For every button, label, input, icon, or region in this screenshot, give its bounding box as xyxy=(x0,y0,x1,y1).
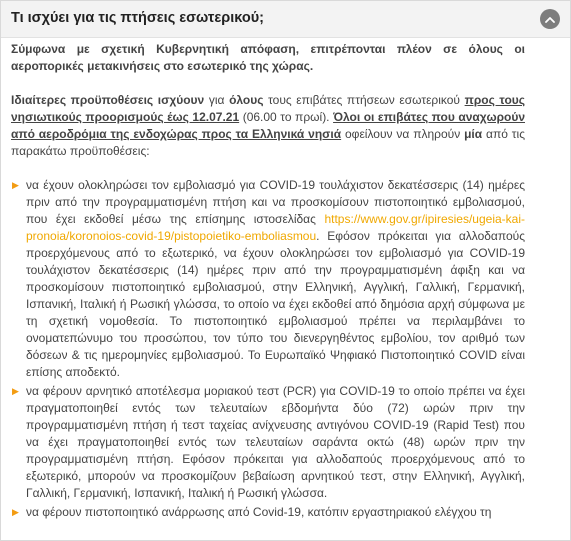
conditions-part7: Όλοι οι επιβάτες που αναχωρούν από αεροδρόμια της ενδοχώρας προς τα Ελληνικά νησιά xyxy=(11,110,525,141)
conditions-part9: μία xyxy=(464,127,483,141)
bullet-arrow-icon: ▶ xyxy=(12,386,19,396)
conditions-paragraph xyxy=(11,92,525,160)
bullet-text: . Εφόσον πρόκειται για αλλοδαπούς προερχόμενους από το εξωτερικό, να έχουν ολοκληρώσει τον εμβολιασμό για COVID-19 τουλάχιστον δεκατέσσερις (14) ημέρες πριν από την προγραμματισμένη άφιξη και να προσκομίσουν πιστοποιητικό εμβολιασμού, στην Ελληνική, Αγγλική, Γαλλική, Γερμανική, Ισπανική, Ιταλική ή Ρωσική γλώσσα, το οποίο να έχει εκδοθεί από δημόσια αρχή σύμφωνα με τη σχετική νομοθεσία. Το πιστοποιητικό εμβολιασμού πρέπει να περιλαμβάνει το ονοματεπώνυμο του προσώπου, τον τύπο του διενεργηθέντος εμβολίου, τον αριθμό των δόσεων & τις ημερομηνίες εμβολιασμού. Το Ευρωπαϊκό Ψηφιακό Πιστοποιητικό COVID είναι επίσης αποδεκτό. xyxy=(26,229,525,379)
bottom-fade xyxy=(1,530,570,540)
faq-header[interactable] xyxy=(1,1,570,38)
faq-content xyxy=(11,41,525,523)
requirements-list xyxy=(11,177,525,521)
bullet-text: να φέρουν πιστοποιητικό ανάρρωσης από Covid-19, κατόπιν εργαστηριακού ελέγχου τη xyxy=(26,505,492,519)
bullet-arrow-icon: ▶ xyxy=(12,507,19,517)
conditions-part1: Ιδιαίτερες προϋποθέσεις ισχύουν xyxy=(11,93,205,107)
conditions-part3: όλους xyxy=(229,93,264,107)
conditions-part10: από τις παρακάτω προϋποθέσεις: xyxy=(11,127,525,158)
chevron-up-icon[interactable] xyxy=(540,9,560,29)
vaccination-certificate-link[interactable]: https://www.gov.gr/ipiresies/ugeia-kai-pronoia/koronoios-covid-19/pistopoietiko-emboliasmou xyxy=(26,212,525,243)
list-item xyxy=(11,177,525,381)
bullet-text: να φέρουν αρνητικό αποτέλεσμα μοριακού τεστ (PCR) για COVID-19 το οποίο πρέπει να έχει πραγματοποιηθεί εντός των τελευταίων εβδομήντα δύο (72) ωρών πριν την προγραμματισμένη πτήση ή τεστ ταχείας ανίχνευσης αντιγόνου COVID-19 (Rapid Test) που να έχει πραγματοποιηθεί εντός των τελευταίων σαράντα οκτώ (48) ωρών πριν την προγραμματισμένη πτήση. Εφόσον πρόκειται για αλλοδαπούς προερχόμενους από το εξωτερικό, μπορούν να προσκομίζουν βεβαίωση αρνητικού τεστ, στην Ελληνική, Αγγλική, Γαλλική, Γερμανική, Ισπανική, Ιταλική ή Ρωσική γλώσσα. xyxy=(26,384,525,500)
conditions-part5: προς τους νησιωτικούς προορισμούς έως 12.07.21 xyxy=(11,93,525,124)
bullet-text: να έχουν ολοκληρώσει τον εμβολιασμό για COVID-19 τουλάχιστον δεκατέσσερις (14) ημέρες πριν από την προγραμματισμένη πτήση και να προσκομίσουν πιστοποιητικό εμβολιασμού, που έχει εκδοθεί μέσω της επίσημης ιστοσελίδας xyxy=(26,178,525,226)
conditions-part2: για xyxy=(204,93,230,107)
faq-title: Τι ισχύει για τις πτήσεις εσωτερικού; xyxy=(11,10,264,26)
conditions-part6: (06.00 το πρωί). xyxy=(239,110,334,124)
list-item xyxy=(11,504,525,521)
intro-paragraph: Σύμφωνα με σχετική Κυβερνητική απόφαση, επιτρέπονται πλέον σε όλους οι αεροπορικές μετακινήσεις στο εσωτερικό της χώρας. xyxy=(11,42,525,73)
list-item xyxy=(11,383,525,502)
conditions-part8: οφείλουν να πληρούν xyxy=(341,127,465,141)
conditions-part4: τους επιβάτες πτήσεων εσωτερικού xyxy=(263,93,465,107)
bullet-arrow-icon: ▶ xyxy=(12,180,19,190)
